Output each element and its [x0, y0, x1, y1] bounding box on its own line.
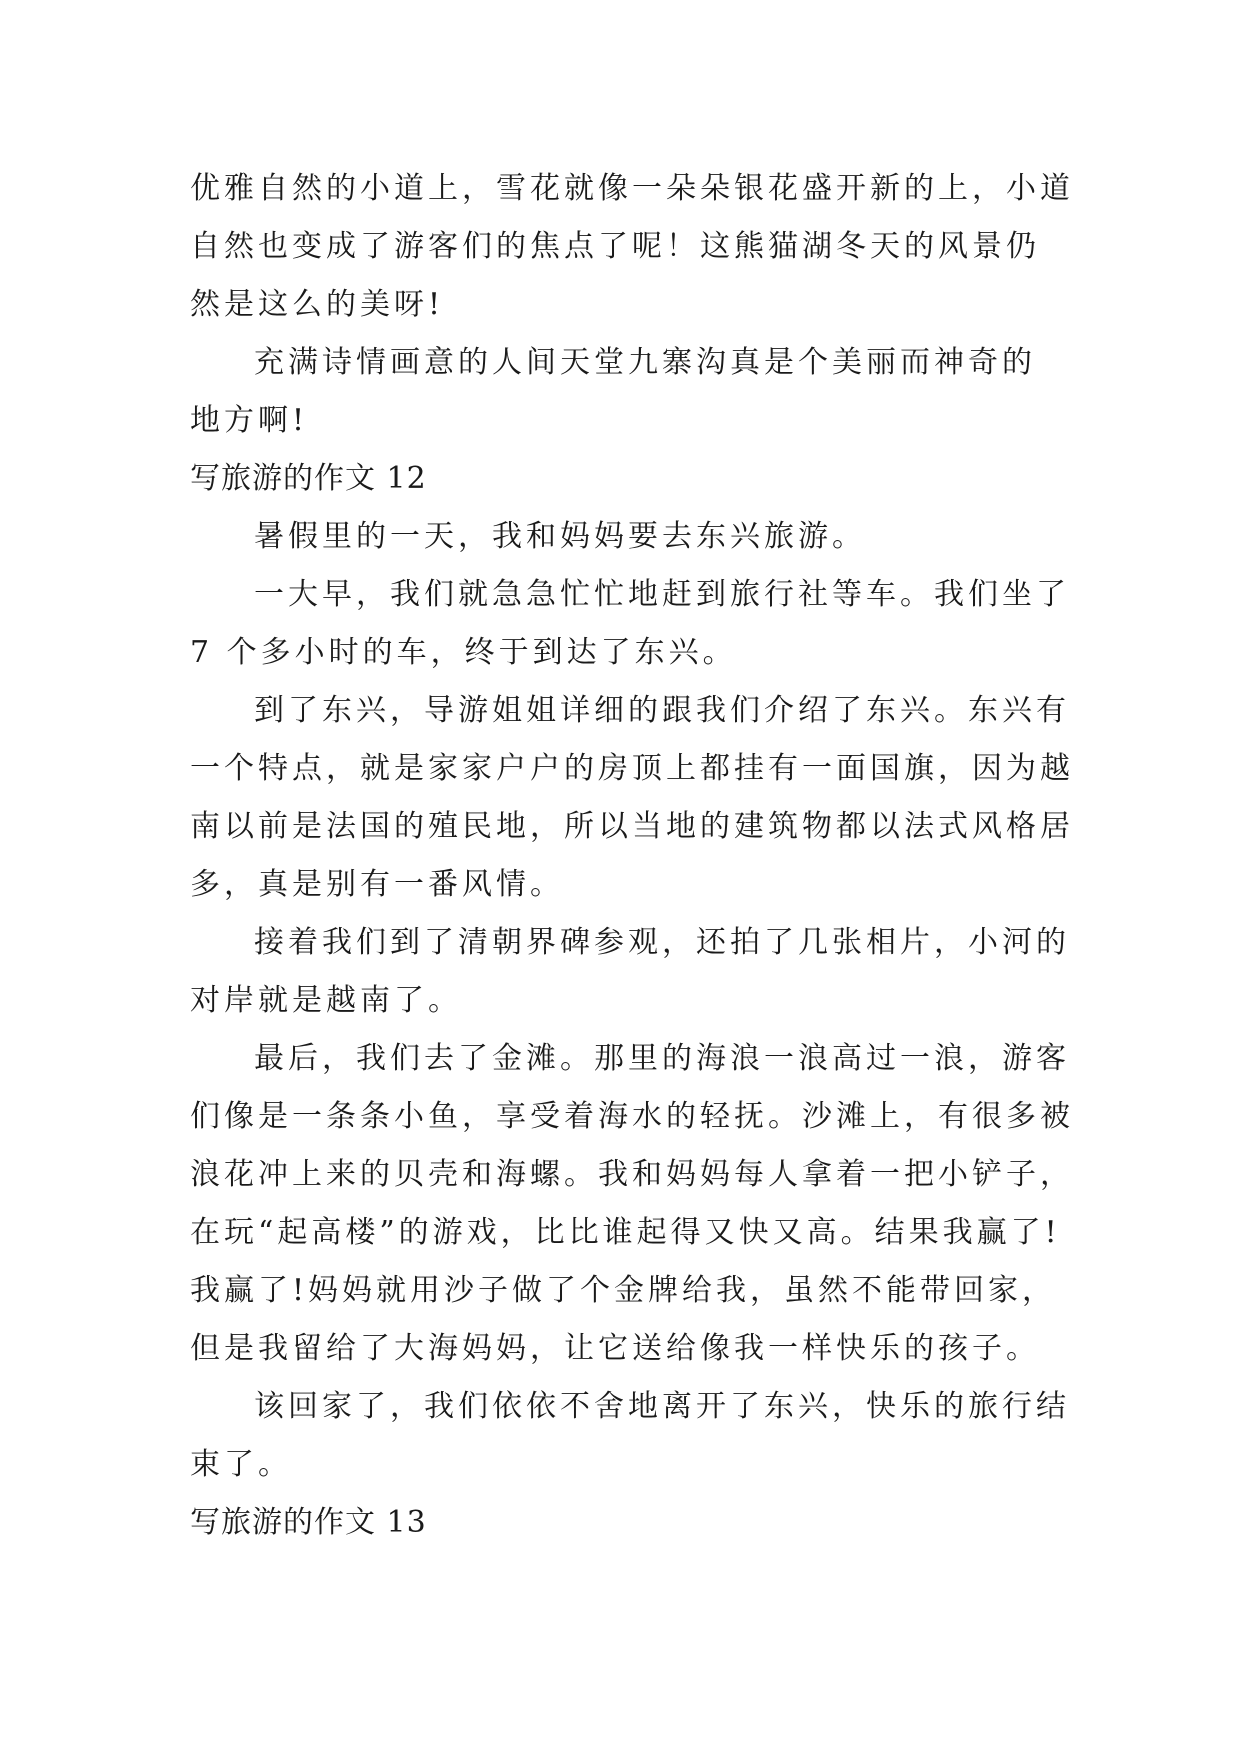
text-line: 多，真是别有一番风情。 [190, 867, 564, 902]
paragraph [190, 914, 1070, 1030]
text-line: 我赢了!妈妈就用沙子做了个金牌给我，虽然不能带回家， [190, 1273, 1057, 1308]
text-line: 南以前是法国的殖民地，所以当地的建筑物都以法式风格居 [190, 809, 1074, 844]
text-line: 地方啊! [190, 403, 309, 438]
text-line: 但是我留给了大海妈妈，让它送给像我一样快乐的孩子。 [190, 1331, 1040, 1366]
text-line: 最后，我们去了金滩。那里的海浪一浪高过一浪，游客 [254, 1041, 1070, 1076]
paragraph [190, 160, 1074, 334]
text-line: 7 个多小时的车，终于到达了东兴。 [190, 635, 737, 670]
text-line: 优雅自然的小道上，雪花就像一朵朵银花盛开新的上，小道 [190, 171, 1074, 206]
text-line: 束了。 [190, 1447, 292, 1482]
section-heading: 写旅游的作文 12 [190, 461, 427, 496]
text-line: 到了东兴，导游姐姐详细的跟我们介绍了东兴。东兴有 [254, 693, 1070, 728]
paragraph [190, 1030, 1074, 1378]
text-line: 该回家了，我们依依不舍地离开了东兴，快乐的旅行结 [254, 1389, 1070, 1424]
section-heading: 写旅游的作文 13 [190, 1505, 427, 1540]
text-line: 在玩“起高楼”的游戏，比比谁起得又快又高。结果我赢了! [190, 1215, 1061, 1250]
text-line: 一个特点，就是家家户户的房顶上都挂有一面国旗，因为越 [190, 751, 1074, 786]
text-line: 对岸就是越南了。 [190, 983, 462, 1018]
document-body [190, 160, 1074, 1552]
paragraph [190, 682, 1074, 914]
paragraph [190, 1378, 1070, 1494]
paragraph [190, 334, 1050, 450]
text-line: 们像是一条条小鱼，享受着海水的轻抚。沙滩上，有很多被 [190, 1099, 1074, 1134]
text-line: 自然也变成了游客们的焦点了呢！这熊猫湖冬天的风景仍 [190, 229, 1040, 264]
text-line: 暑假里的一天，我和妈妈要去东兴旅游。 [254, 519, 866, 554]
text-line: 接着我们到了清朝界碑参观，还拍了几张相片，小河的 [254, 925, 1070, 960]
paragraph [190, 508, 1050, 566]
paragraph [190, 566, 1070, 682]
text-line: 浪花冲上来的贝壳和海螺。我和妈妈每人拿着一把小铲子， [190, 1157, 1074, 1192]
text-line: 充满诗情画意的人间天堂九寨沟真是个美丽而神奇的 [254, 345, 1036, 380]
text-line: 然是这么的美呀! [190, 287, 445, 322]
text-line: 一大早，我们就急急忙忙地赶到旅行社等车。我们坐了 [254, 577, 1070, 612]
